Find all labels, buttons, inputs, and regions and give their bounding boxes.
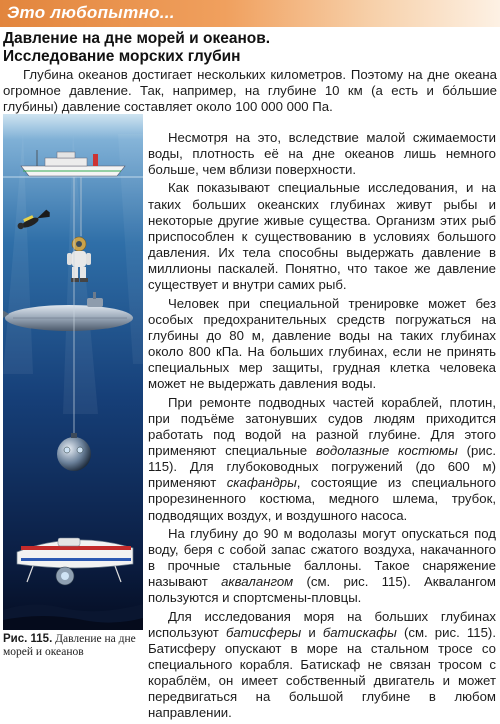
paragraph-deep-sea-life: Как показывают специальные исследования, и на таких больших океанских глубинах живут рыбы и некоторые другие живые существа. Организм этих рыб приспособлен к существованию в условиях большого давления. Их тела способны выдержать давление в миллионы паскалей. Понятно, что такое же давление существует и внутри самих рыб. — [148, 180, 496, 293]
text-segment: (рис. 115). Для глубоководных погружений (до 600 м) применяют — [148, 442, 496, 491]
figure-115-illustration — [3, 114, 143, 630]
term-bathyscaphes: батискафы — [322, 624, 397, 640]
banner-title: Это любопытно... — [7, 3, 175, 22]
page-title — [3, 30, 498, 66]
paragraph-scuba — [148, 526, 496, 607]
body-text-column — [148, 130, 496, 724]
caption-text: Давление на дне морей и океанов — [3, 633, 136, 658]
text-segment: При ремонте подводных частей кораблей, плотин, при подъёме затонувших судов людям приходится работать под водой на разной глубине. Для этого применяют специальные — [148, 394, 496, 458]
text-segment: (см. рис. 115). Батисферу опускают в море на стальном тросе со специального корабля. Батискаф не связан тросом с кораблём, он имеет собственный двигатель и может передвигаться на большой глубине в любом направлении. — [148, 624, 496, 721]
title-line-1: Давление на дне морей и океанов. — [3, 30, 271, 47]
paragraph-human-diving: Человек при специальной тренировке может без особых предохранительных средств погружаться на глубины до 80 м, давление воды на таких глубинах около 800 кПа. На больших глубинах, если не принять специальных мер защиты, грудная клетка человека может не выдержать давления воды. — [148, 295, 496, 392]
caption-label: Рис. 115. — [3, 633, 53, 645]
text-segment: (см. рис. 115). Аквалангом пользуются и спортсмены-пловцы. — [148, 574, 496, 606]
figure-caption — [3, 633, 145, 659]
paragraph-diving-suits — [148, 395, 496, 524]
title-line-2: Исследование морских глубин — [3, 48, 241, 65]
paragraph-compressibility: Несмотря на это, вследствие малой сжимаемости воды, плотность её на дне океанов лишь немного больше, чем вблизи поверхности. — [148, 130, 496, 178]
text-segment: Для исследования моря на больших глубинах используют — [148, 608, 496, 640]
paragraph-bathyspheres — [148, 609, 496, 722]
text-segment: На глубину до 90 м водолазы могут опускаться под воду, беря с собой запас сжатого воздуха, накачанного в прочные стальные баллоны. Такое снаряжение называют — [148, 525, 496, 590]
term-spacesuits: скафандры — [226, 475, 297, 491]
intro-paragraph: Глубина океанов достигает нескольких километров. Поэтому на дне океана огромное давление. Так, например, на глубине 10 км (а есть и бо́льшие глубины) давление составляет около 100 000 000 Па. — [3, 67, 497, 115]
term-aqualung: аквалангом — [221, 574, 294, 590]
text-segment: и — [301, 624, 323, 640]
text-segment: , состоящие из специального прорезиненного костюма, медного шлема, трубок, подводящих воздух, и воздушного насоса. — [148, 475, 496, 523]
section-banner — [0, 0, 500, 27]
term-diving-suits: водолазные костюмы — [315, 442, 458, 458]
term-bathyspheres: батисферы — [225, 624, 302, 640]
